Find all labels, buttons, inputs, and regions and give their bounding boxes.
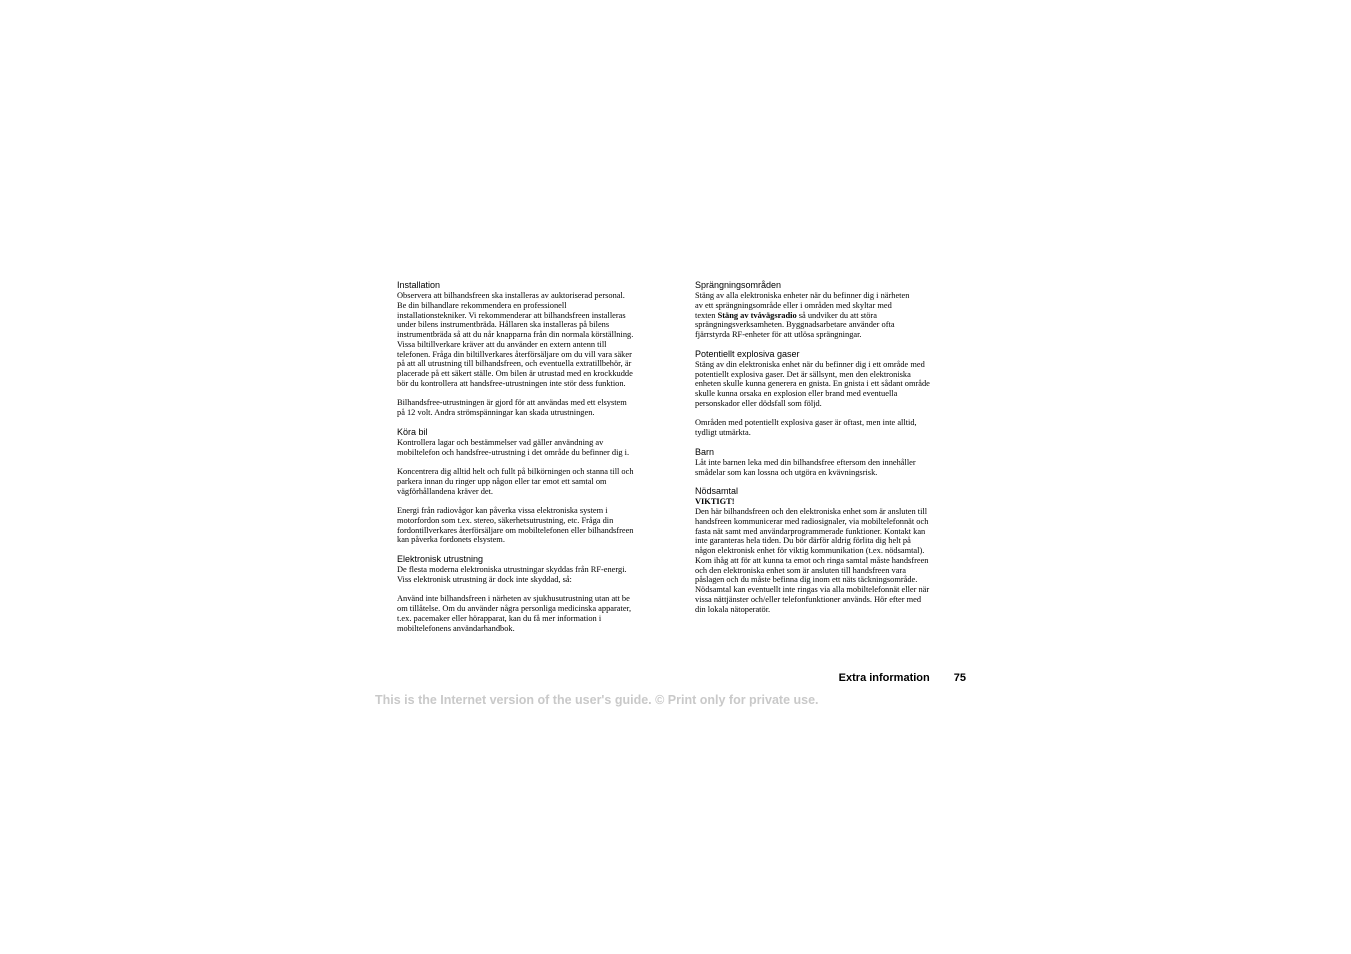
left-column — [397, 280, 669, 642]
text-line: skulle kunna orsaka en explosion eller brand med eventuella — [695, 389, 898, 398]
text-line: Koncentrera dig alltid helt och fullt på bilkörningen och stanna till och — [397, 467, 634, 476]
blasting-line: sprängningsverksamheten. Byggnadsarbetare använder ofta — [695, 320, 895, 330]
page-number: 75 — [953, 672, 966, 684]
text-line: bör du kontrollera att handsfree-utrustningen inte stör dess funktion. — [397, 378, 626, 388]
children-heading: Barn — [695, 446, 715, 457]
blasting-line: fjärrstyrda RF-enheter för att utlösa sprängningar. — [695, 330, 862, 339]
installation-heading: Installation — [397, 280, 441, 290]
blasting-text: så undviker du att störa — [796, 310, 877, 320]
blasting-section — [695, 280, 967, 340]
emergency-lines — [695, 507, 967, 614]
text-line: personskador eller dödsfall som följd. — [695, 398, 822, 408]
important-label: VIKTIGT! — [695, 497, 735, 507]
text-line: smådelar som kan lossna och utgöra en kvävningsrisk. — [695, 467, 878, 477]
text-line: Be din bilhandlare rekommendera en professionell — [397, 300, 567, 310]
text-line: Nödsamtal kan eventuellt inte ringas via alla mobiltelefonnät eller när — [695, 585, 930, 594]
text-line: parkera innan du ringer upp någon eller tar emot ett samtal om — [397, 476, 607, 486]
electronic-paragraph-2 — [397, 594, 669, 633]
text-line: Låt inte barnen leka med din bilhandsfree eftersom den innehåller — [695, 457, 916, 467]
electronic-heading: Elektronisk utrustning — [397, 554, 484, 564]
text-line: din lokala nätoperatör. — [695, 604, 771, 614]
text-line: och den elektroniska enhet som är ansluten till handsfreen vara — [695, 565, 906, 575]
text-line: mobiltelefonens användarhandbok. — [397, 623, 515, 633]
text-line: potentiellt explosiva gaser. Det är sällsynt, men den elektroniska — [695, 369, 911, 379]
text-line: Viss elektronisk utrustning är dock inte skyddad, så: — [397, 574, 572, 584]
text-line: t.ex. pacemaker eller hörapparat, kan du få mer information i — [397, 613, 602, 623]
text-line: någon elektronisk enhet för viktig kommunikation (t.ex. nödsamtal). — [695, 546, 925, 555]
emergency-paragraph — [695, 497, 967, 614]
text-line: vissa nättjänster och/eller telefonfunktioner används. Hör efter med — [695, 594, 922, 604]
explosive-section — [695, 349, 967, 438]
driving-paragraph-3 — [397, 506, 669, 545]
footer-section-title: Extra information — [838, 672, 930, 684]
text-line: kan påverka fordonets elsystem. — [397, 535, 505, 545]
blasting-heading: Sprängningsområden — [695, 280, 782, 290]
electronic-paragraph-1 — [397, 565, 669, 585]
text-line: mobiltelefon och handsfree-utrustning i det område du befinner dig i. — [397, 447, 630, 457]
explosive-paragraph-2 — [695, 418, 967, 438]
text-line: Observera att bilhandsfreen ska installeras av auktoriserad personal. — [397, 291, 625, 300]
blasting-paragraph — [695, 291, 967, 340]
text-line: installationstekniker. Vi rekommenderar att bilhandsfreen installeras — [397, 310, 626, 320]
text-line: påslagen och du måste befinna dig inom ett näts täckningsområde. — [695, 575, 918, 585]
text-line: Vissa biltillverkare kräver att du använder en extern antenn till — [397, 339, 607, 349]
text-line: motorfordon som t.ex. stereo, säkerhetsutrustning, etc. Fråga din — [397, 515, 614, 525]
text-line: inte garanteras hela tiden. Du bör därför aldrig förlita dig helt på — [695, 536, 911, 546]
text-line: Kontrollera lagar och bestämmelser vad gäller användning av — [397, 437, 604, 447]
internet-version-disclaimer: This is the Internet version of the user's guide. © Print only for private use. — [375, 693, 819, 707]
text-line: Kom ihåg att för att kunna ta emot och ringa samtal måste handsfreen — [695, 555, 929, 565]
driving-heading: Köra bil — [397, 426, 428, 437]
text-line: om tillåtelse. Om du använder några personliga medicinska apparater, — [397, 604, 632, 613]
children-paragraph — [695, 458, 967, 478]
text-line: Stäng av din elektroniska enhet när du befinner dig i ett område med — [695, 359, 925, 369]
children-section — [695, 447, 967, 478]
blasting-line: Stäng av alla elektroniska enheter när du befinner dig i närheten — [695, 291, 910, 300]
text-line: instrumentbräda så att du når knapparna från din normala körställning. — [397, 330, 634, 339]
installation-paragraph-1 — [397, 291, 669, 389]
text-line: handsfreen kommunicerar med radiosignaler, via mobiltelefonnät och — [695, 516, 929, 526]
text-line: tydligt utmärkta. — [695, 428, 751, 437]
driving-section — [397, 427, 669, 545]
page-footer — [839, 672, 966, 684]
emergency-section — [695, 486, 967, 614]
installation-section — [397, 280, 669, 418]
right-column — [695, 280, 967, 623]
text-line: placerade på ett säkert ställe. Om bilen är utrustad med en krockkudde — [397, 369, 633, 378]
emergency-heading: Nödsamtal — [695, 486, 739, 497]
text-line: Bilhandsfree-utrustningen är gjord för att användas med ett elsystem — [397, 398, 627, 408]
text-line: fordontillverkares återförsäljare om mobiltelefonen eller bilhandsfreen — [397, 525, 634, 535]
electronic-section — [397, 554, 669, 633]
installation-paragraph-2 — [397, 398, 669, 418]
text-line: telefonen. Fråga din biltillverkares återförsäljare om du vill vara säker — [397, 349, 632, 359]
text-line: De flesta moderna elektroniska utrustningar skyddas från RF-energi. — [397, 565, 627, 574]
driving-paragraph-1 — [397, 438, 669, 458]
turn-off-radio-label: Stäng av tvåvägsradio — [717, 310, 797, 320]
driving-paragraph-2 — [397, 467, 669, 496]
blasting-text: texten — [695, 310, 718, 320]
blasting-line: av ett sprängningsområde eller i områden med skyltar med — [695, 300, 892, 310]
text-line: på att all utrustning till bilhandsfreen, och eventuella extratillbehör, är — [397, 359, 632, 369]
text-line: på 12 volt. Andra strömspänningar kan skada utrustningen. — [397, 408, 595, 417]
text-line: Den här bilhandsfreen och den elektroniska enhet som är ansluten till — [695, 507, 928, 516]
explosive-heading: Potentiellt explosiva gaser — [695, 348, 800, 359]
text-line: under bilens instrumentbräda. Hållaren ska installeras på bilens — [397, 320, 610, 330]
text-line: enheten skulle kunna generera en gnista. En gnista i ett sådant område — [695, 379, 930, 389]
blasting-line — [695, 311, 967, 321]
text-line: Energi från radiovågor kan påverka vissa elektroniska system i — [397, 506, 608, 515]
text-line: Områden med potentiellt explosiva gaser är oftast, men inte alltid, — [695, 418, 917, 428]
text-line: Använd inte bilhandsfreen i närheten av sjukhusutrustning utan att be — [397, 594, 630, 604]
text-line: vägförhållandena kräver det. — [397, 486, 494, 496]
explosive-paragraph-1 — [695, 360, 967, 409]
text-line: fasta nät samt med användarprogrammerade funktioner. Kontakt kan — [695, 526, 926, 536]
